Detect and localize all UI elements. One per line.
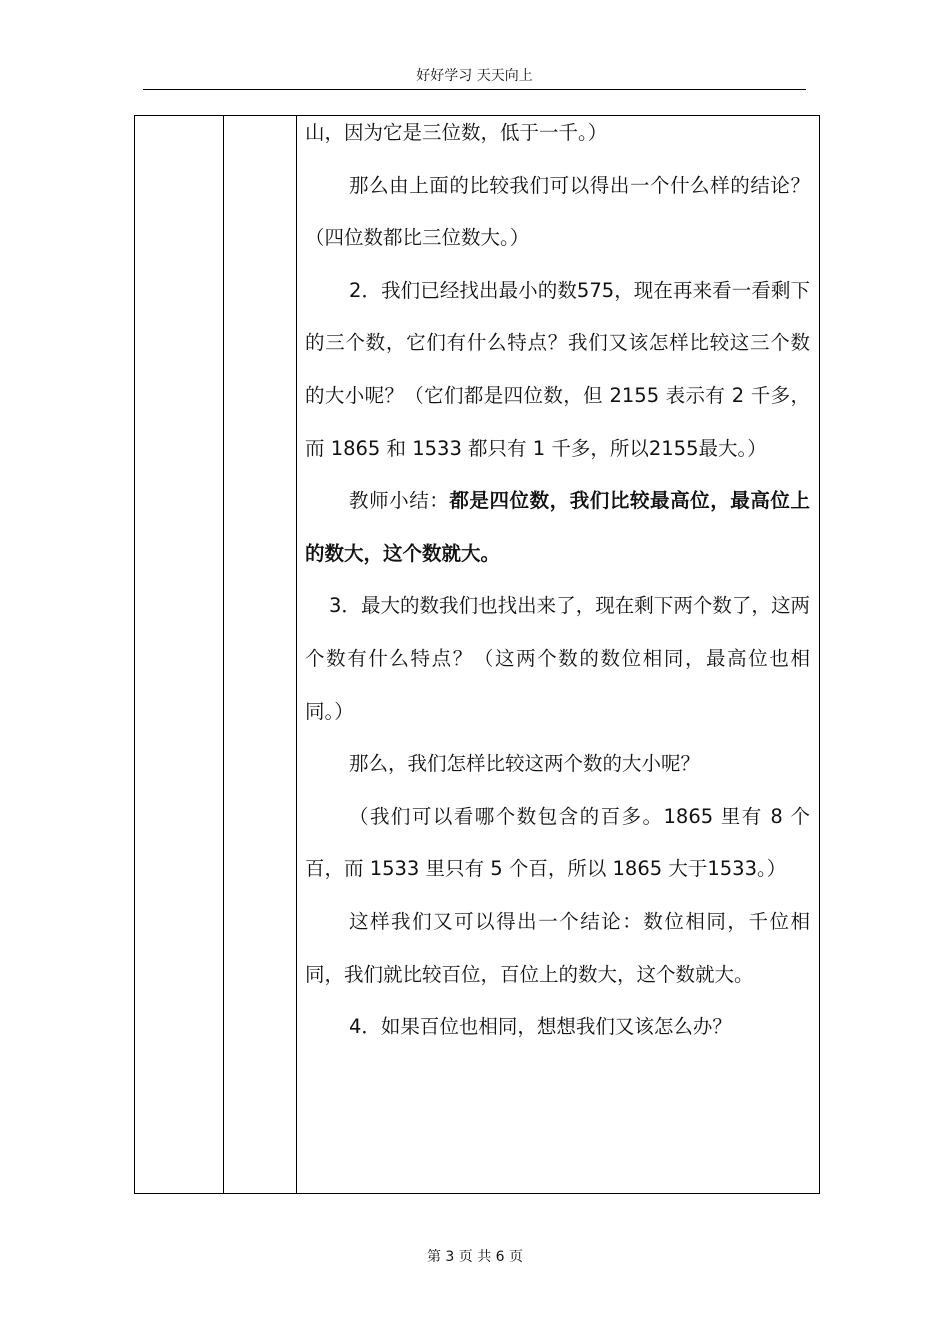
lesson-content [305, 107, 810, 1054]
paragraph-6: 那么，我们怎样比较这两个数的大小呢？ [349, 752, 701, 776]
page-footer: 第 3 页 共 6 页 [426, 1249, 524, 1265]
paragraph-1: 山，因为它是三位数，低于一千。） [305, 121, 608, 144]
paragraph-5: 3．最大的数我们也找出来了，现在剩下两个数了，这两个数有什么特点？（这两个数的数位相同，最高位也相同。） [305, 594, 810, 723]
summary-lead: 教师小结： [349, 489, 450, 513]
table-column-divider-2 [296, 116, 297, 1193]
page-header: 好好学习 天天向上 [416, 68, 533, 84]
table-column-divider-1 [223, 116, 224, 1193]
paragraph-8: 这样我们又可以得出一个结论：数位相同，千位相同，我们就比较百位，百位上的数大，这个数就大。 [305, 909, 810, 986]
paragraph-9: 4．如果百位也相同，想想我们又该怎么办？ [349, 1015, 732, 1039]
paragraph-7: （我们可以看哪个数包含的百多。1865 里有 8 个百，而 1533 里只有 5 个百，所以 1865 大于1533。） [305, 804, 810, 881]
header-divider [143, 89, 806, 90]
paragraph-2: 那么由上面的比较我们可以得出一个什么样的结论？（四位数都比三位数大。） [305, 173, 810, 250]
paragraph-4 [305, 475, 810, 580]
summary-bold: 都是四位数，我们比较最高位，最高位上的数大，这个数就大。 [305, 489, 810, 565]
paragraph-3: 2．我们已经找出最小的数575，现在再来看一看剩下的三个数，它们有什么特点？我们又该怎样比较这三个数的大小呢？（它们都是四位数，但 2155 表示有 2 千多，而 1865 和 1533 都只有 1 千多，所以2155最大。） [305, 278, 810, 460]
